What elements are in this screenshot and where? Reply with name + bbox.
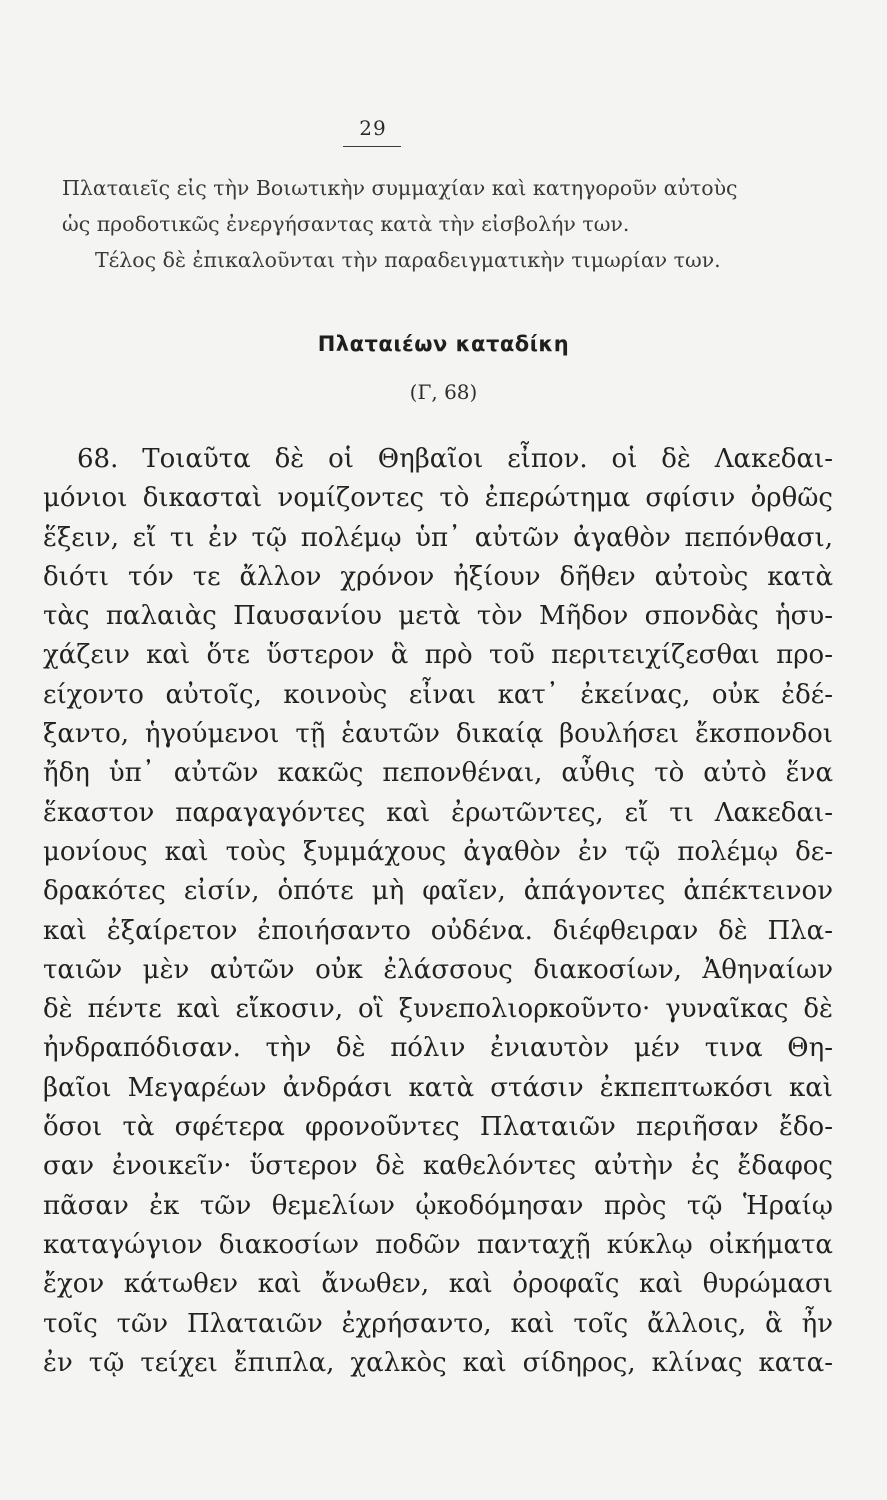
section-reference: (Γ, 68): [409, 380, 478, 404]
page-number: 29: [359, 116, 387, 140]
body-line: είχοντο αὐτοῖς, κοινοὺς εἶναι κατ᾽ ἐκείνας, οὐκ ἐδέ-: [43, 679, 833, 710]
body-line: βαῖοι Μεγαρέων ἀνδράσι κατὰ στάσιν ἐκπεπτωκόσι καὶ: [43, 1072, 833, 1103]
body-line: δρακότες εἰσίν, ὁπότε μὴ φαῖεν, ἀπάγοντες ἀπέκτεινον: [43, 876, 833, 907]
summary-line: Πλαταιεῖς εἰς τὴν Βοιωτικὴν συμμαχίαν καὶ κατηγοροῦν αὐτοὺς: [62, 176, 738, 200]
body-line: ἕξειν, εἴ τι ἐν τῷ πολέμῳ ὑπ᾽ αὐτῶν ἀγαθὸν πεπόνθασι,: [43, 522, 833, 553]
summary-line: Τέλος δὲ ἐπικαλοῦνται τὴν παραδειγματικὴν τιμωρίαν των.: [95, 248, 721, 272]
body-line: ἔχον κάτωθεν καὶ ἄνωθεν, καὶ ὀροφαῖς καὶ θυρώμασι: [43, 1269, 833, 1300]
body-line: ξαντο, ἡγούμενοι τῇ ἑαυτῶν δικαίᾳ βουλήσει ἔκσπονδοι: [43, 719, 833, 750]
body-line: σαν ἐνοικεῖν· ὕστερον δὲ καθελόντες αὐτὴν ἐς ἔδαφος: [43, 1151, 833, 1182]
body-line: καταγώγιον διακοσίων ποδῶν πανταχῇ κύκλῳ οἰκήματα: [43, 1229, 833, 1260]
body-paragraph: [43, 440, 833, 1383]
body-line: μόνιοι δικασταὶ νομίζοντες τὸ ἐπερώτημα σφίσιν ὀρθῶς: [43, 483, 833, 514]
body-line: 68. Τοιαῦτα δὲ οἱ Θηβαῖοι εἶπον. οἱ δὲ Λακεδαι-: [77, 444, 833, 474]
body-line: ἐν τῷ τείχει ἔπιπλα, χαλκὸς καὶ σίδηρος, κλίνας κατα-: [43, 1347, 833, 1378]
body-line: πᾶσαν ἐκ τῶν θεμελίων ᾠκοδόμησαν πρὸς τῷ Ἡραίῳ: [43, 1190, 833, 1221]
summary-line: ὡς προδοτικῶς ἐνεργήσαντας κατὰ τὴν εἰσβολήν των.: [62, 212, 630, 236]
body-line: τὰς παλαιὰς Παυσανίου μετὰ τὸν Μῆδον σπονδὰς ἡσυ-: [43, 601, 833, 632]
body-line: τοῖς τῶν Πλαταιῶν ἐχρήσαντο, καὶ τοῖς ἄλλοις, ἃ ἦν: [43, 1308, 833, 1339]
summary-paragraph: [62, 170, 832, 278]
body-line: χάζειν καὶ ὅτε ὕστερον ἃ πρὸ τοῦ περιτειχίζεσθαι προ-: [43, 640, 833, 671]
body-line: ἤδη ὑπ᾽ αὐτῶν κακῶς πεπονθέναι, αὖθις τὸ αὐτὸ ἕνα: [43, 758, 833, 789]
body-line: ἕκαστον παραγαγόντες καὶ ἐρωτῶντες, εἴ τι Λακεδαι-: [43, 797, 833, 828]
section-title: Πλαταιέων καταδίκη: [317, 332, 570, 356]
page-number-rule: [343, 146, 401, 147]
body-line: δὲ πέντε καὶ εἴκοσιν, οἳ ξυνεπολιορκοῦντο· γυναῖκας δὲ: [43, 994, 833, 1025]
body-line: καὶ ἐξαίρετον ἐποιήσαντο οὐδένα. διέφθειραν δὲ Πλα-: [43, 915, 833, 946]
body-line: ταιῶν μὲν αὐτῶν οὐκ ἐλάσσους διακοσίων, Ἀθηναίων: [43, 954, 833, 985]
body-line: ὅσοι τὰ σφέτερα φρονοῦντες Πλαταιῶν περιῆσαν ἔδο-: [43, 1112, 833, 1143]
body-line: ἠνδραπόδισαν. τὴν δὲ πόλιν ἐνιαυτὸν μέν τινα Θη-: [43, 1033, 833, 1064]
body-line: διότι τόν τε ἄλλον χρόνον ἠξίουν δῆθεν αὐτοὺς κατὰ: [43, 561, 833, 592]
body-line: μονίους καὶ τοὺς ξυμμάχους ἀγαθὸν ἐν τῷ πολέμῳ δε-: [43, 836, 833, 867]
